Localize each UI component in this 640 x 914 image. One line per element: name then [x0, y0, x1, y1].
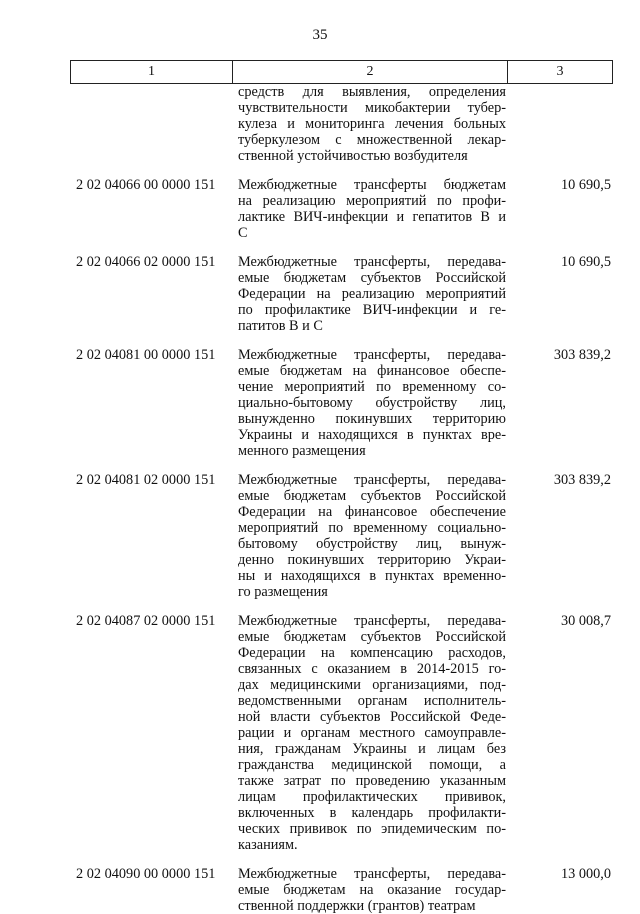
- table-row: [70, 177, 613, 241]
- table-body: [70, 84, 613, 914]
- description-line: ведомственными органам исполнитель-: [238, 693, 506, 709]
- budget-table: [70, 60, 613, 914]
- budget-code: 2 02 04087 02 0000 151: [76, 613, 216, 629]
- description-line: Федерации на реализацию мероприятий: [238, 286, 506, 302]
- row-description: [233, 866, 509, 914]
- description-line: ческих прививок по эпидемическим по-: [238, 821, 506, 837]
- description-line: С: [238, 225, 248, 241]
- description-line: ной власти субъектов Российской Феде-: [238, 709, 506, 725]
- budget-code: 2 02 04066 00 0000 151: [76, 177, 216, 193]
- description-line: рации и органам местного самоуправле-: [238, 725, 506, 741]
- description-line: емые бюджетам субъектов Российской: [238, 629, 506, 645]
- budget-code: 2 02 04066 02 0000 151: [76, 254, 216, 270]
- description-line: Межбюджетные трансферты бюджетам: [238, 177, 506, 193]
- amount-value: 303 839,2: [553, 472, 611, 488]
- description-line: гражданства медицинской помощи, а: [238, 757, 506, 773]
- amount-value: 10 690,5: [560, 254, 611, 270]
- budget-code: 2 02 04081 00 0000 151: [76, 347, 216, 363]
- description-line: чение мероприятий по временному со-: [238, 379, 506, 395]
- description-line: связанных с оказанием в 2014-2015 го-: [238, 661, 506, 677]
- description-line: туберкулезом с множественной лекар-: [238, 132, 506, 148]
- table-row: [70, 866, 613, 914]
- description-line: циально-бытовому обустройству лиц,: [238, 395, 506, 411]
- description-line: чувствительности микобактерии тубер-: [238, 100, 506, 116]
- description-line: Межбюджетные трансферты, передава-: [238, 347, 506, 363]
- description-line: дах медицинскими организациями, под-: [238, 677, 506, 693]
- row-description: [233, 254, 509, 334]
- description-line: Федерации на компенсацию расходов,: [238, 645, 506, 661]
- row-description: [233, 177, 509, 241]
- table-header-row: [70, 60, 613, 84]
- description-line: Межбюджетные трансферты, передава-: [238, 866, 506, 882]
- table-row: [70, 347, 613, 459]
- description-line: лицам профилактических прививок,: [238, 789, 506, 805]
- table-row: [70, 613, 613, 853]
- amount-value: 30 008,7: [560, 613, 611, 629]
- description-line: Межбюджетные трансферты, передава-: [238, 613, 506, 629]
- description-line: го размещения: [238, 584, 328, 600]
- description-line: бытовому обустройству лиц, вынуж-: [238, 536, 506, 552]
- description-line: Межбюджетные трансферты, передава-: [238, 472, 506, 488]
- description-line: емые бюджетам на оказание государ-: [238, 882, 506, 898]
- description-line: ны и находящихся в пунктах временно-: [238, 568, 506, 584]
- budget-code: 2 02 04090 00 0000 151: [76, 866, 216, 882]
- description-line: емые бюджетам на финансовое обеспе-: [238, 363, 506, 379]
- description-line: ния, гражданам Украины и лицам без: [238, 741, 506, 757]
- description-line: кулеза и мониторинга лечения больных: [238, 116, 506, 132]
- description-line: также затрат по проведению указанным: [238, 773, 506, 789]
- table-row: [70, 84, 613, 164]
- amount-value: [509, 84, 613, 164]
- row-description: [233, 347, 509, 459]
- amount-value: 303 839,2: [553, 347, 611, 363]
- description-line: средств для выявления, определения: [238, 84, 506, 100]
- budget-code: [70, 84, 233, 164]
- description-line: денно покинувших территорию Украи-: [238, 552, 506, 568]
- description-line: казаниям.: [238, 837, 298, 853]
- description-line: ственной поддержки (грантов) театрам: [238, 898, 476, 914]
- description-line: Межбюджетные трансферты, передава-: [238, 254, 506, 270]
- row-description: [233, 613, 509, 853]
- description-line: патитов В и С: [238, 318, 323, 334]
- column-header-3: 3: [508, 61, 613, 83]
- description-line: емые бюджетам субъектов Российской: [238, 270, 506, 286]
- description-line: лактике ВИЧ-инфекции и гепатитов В и: [238, 209, 506, 225]
- column-header-2: 2: [233, 61, 508, 83]
- row-description: [233, 472, 509, 600]
- description-line: ственной устойчивостью возбудителя: [238, 148, 468, 164]
- description-line: Украины и находящихся в пунктах вре-: [238, 427, 506, 443]
- description-line: по профилактике ВИЧ-инфекции и ге-: [238, 302, 506, 318]
- page-number: 35: [312, 27, 328, 43]
- description-line: Федерации на финансовое обеспечение: [238, 504, 506, 520]
- description-line: включенных в календарь профилакти-: [238, 805, 506, 821]
- description-line: на реализацию мероприятий по профи-: [238, 193, 506, 209]
- row-description: [233, 84, 509, 164]
- description-line: вынужденно покинувших территорию: [238, 411, 506, 427]
- column-header-1: 1: [70, 61, 233, 83]
- amount-value: 13 000,0: [560, 866, 611, 882]
- description-line: менного размещения: [238, 443, 366, 459]
- description-line: емые бюджетам субъектов Российской: [238, 488, 506, 504]
- budget-code: 2 02 04081 02 0000 151: [76, 472, 216, 488]
- table-row: [70, 472, 613, 600]
- amount-value: 10 690,5: [560, 177, 611, 193]
- table-row: [70, 254, 613, 334]
- description-line: мероприятий по временному социально-: [238, 520, 506, 536]
